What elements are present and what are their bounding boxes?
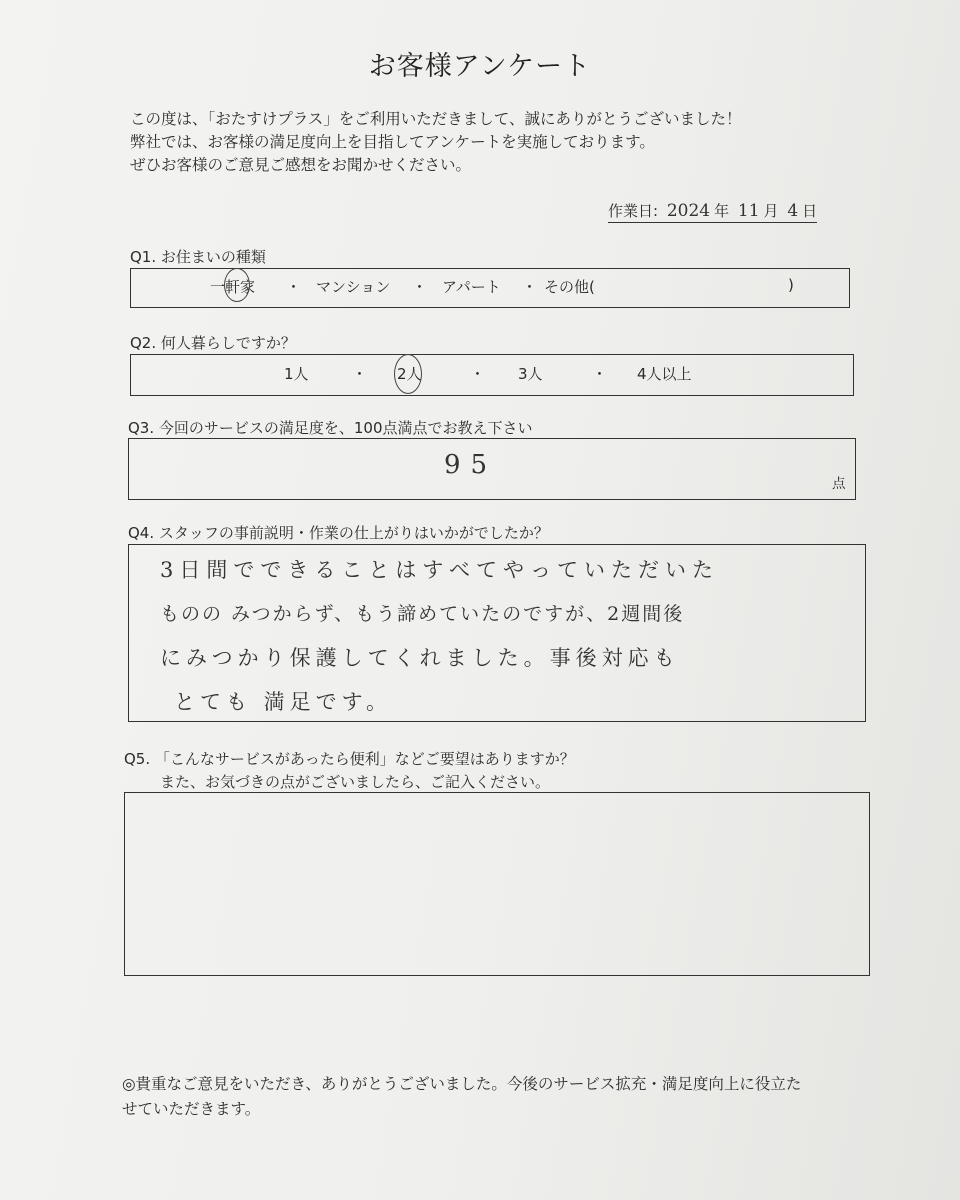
intro-line: この度は、「おたすけプラス」をご利用いただきまして、誠にありがとうございました！	[130, 110, 742, 128]
work-date-year-unit: 年	[714, 202, 730, 220]
intro-line: ぜひお客様のご意見ご感想をお聞かせください。	[130, 156, 472, 174]
q5-label: Q5. 「こんなサービスがあったら便利」などご要望はありますか？	[124, 750, 575, 768]
work-date-label: 作業日:	[608, 202, 659, 220]
answer-line: にみつかり保護してくれました。事後対応も	[160, 646, 680, 670]
q5-answer-box[interactable]	[124, 792, 870, 976]
footer-line: ◎貴重なご意見をいただき、ありがとうございました。今後のサービス拡充・満足度向上に役立た	[122, 1075, 802, 1093]
q2-option-4plus[interactable]: 4人以上	[637, 365, 692, 383]
q3-label: Q3. 今回のサービスの満足度を、100点満点でお教え下さい	[128, 419, 533, 437]
separator-dot: ・	[286, 278, 302, 296]
separator-dot: ・	[470, 365, 486, 383]
q1-other-close-paren: )	[788, 276, 794, 294]
separator-dot: ・	[352, 365, 368, 383]
q2-answer-box[interactable]	[130, 354, 854, 396]
q1-option-mansion[interactable]: マンション	[316, 278, 391, 296]
selection-circle	[224, 268, 250, 302]
answer-line: ものの みつからず、もう諦めていたのですが、2週間後	[160, 603, 685, 625]
q2-option-2[interactable]: 2人	[397, 365, 422, 383]
page-title: お客様アンケート	[368, 51, 592, 82]
footer-line: せていただきます。	[122, 1100, 261, 1118]
separator-dot: ・	[522, 278, 538, 296]
q3-score-value: 95	[444, 450, 498, 480]
work-date	[608, 200, 817, 223]
q1-label: Q1. お住まいの種類	[130, 248, 266, 266]
selection-circle	[394, 354, 422, 394]
q4-label: Q4. スタッフの事前説明・作業の仕上がりはいかがでしたか？	[128, 524, 549, 542]
footer-note	[122, 1072, 801, 1122]
work-date-year: 2024	[666, 201, 711, 221]
work-date-month: 11	[737, 201, 760, 221]
separator-dot: ・	[592, 365, 608, 383]
work-date-day: 4	[787, 201, 799, 221]
answer-line: とても 満足です。	[174, 690, 392, 714]
q1-option-other[interactable]: その他(	[544, 278, 595, 296]
separator-dot: ・	[412, 278, 428, 296]
q5-sublabel: また、お気づきの点がございましたら、ご記入ください。	[160, 773, 551, 791]
q3-score-unit: 点	[832, 476, 846, 492]
q2-option-3[interactable]: 3人	[518, 365, 543, 383]
work-date-month-unit: 月	[763, 202, 779, 220]
q2-option-1[interactable]: 1人	[284, 365, 309, 383]
q1-option-house[interactable]: 一軒家	[210, 278, 256, 296]
intro-line: 弊社では、お客様の満足度向上を目指してアンケートを実施しております。	[130, 133, 655, 151]
q1-option-apartment[interactable]: アパート	[442, 278, 501, 296]
answer-line: 3日間でできることはすべてやっていただいた	[160, 558, 719, 582]
work-date-day-unit: 日	[802, 202, 818, 220]
intro-text	[130, 108, 741, 177]
q2-label: Q2. 何人暮らしですか？	[130, 334, 296, 352]
q4-handwritten-answer	[160, 548, 860, 724]
